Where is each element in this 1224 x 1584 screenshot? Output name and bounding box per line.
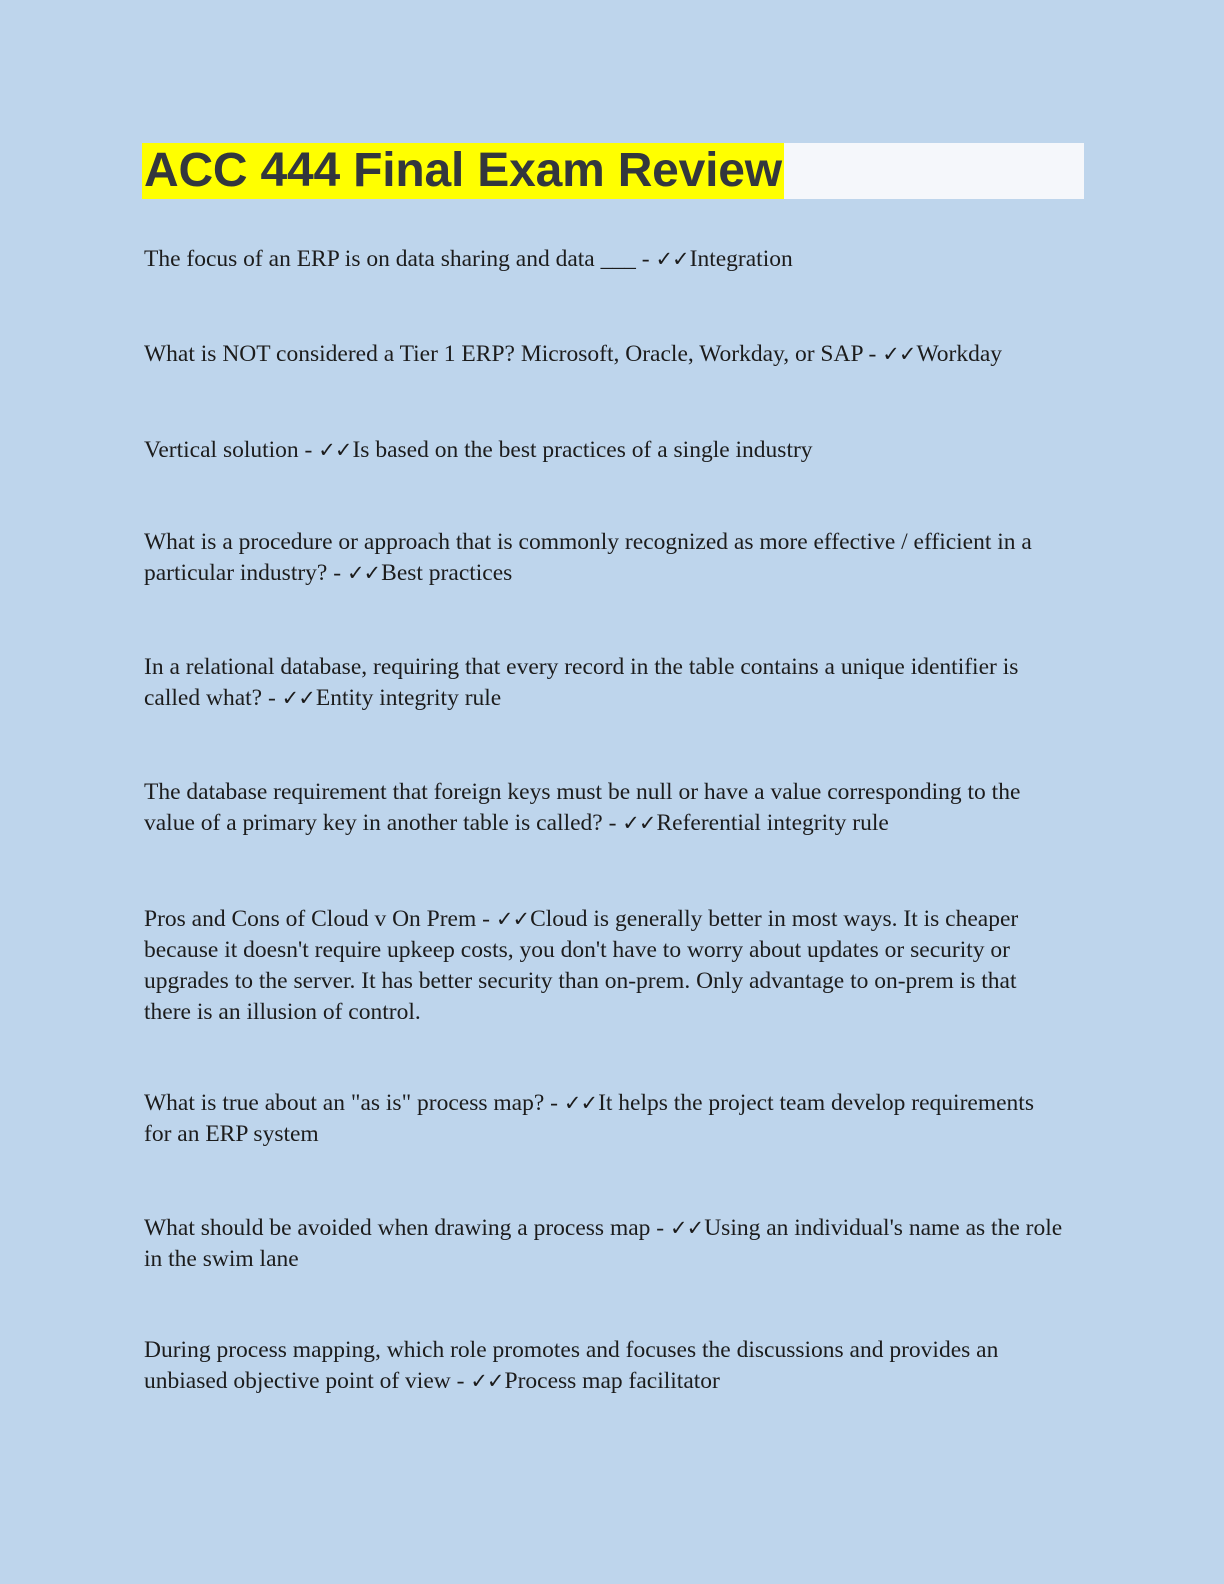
title-bar [142, 143, 1084, 199]
double-check-icon: ✓✓ [470, 1369, 504, 1393]
question-text: The database requirement that foreign keys must be null or have a value corresponding to the value of a primary key in another table is called? - [144, 779, 1021, 836]
answer-text: Is based on the best practices of a single industry [352, 437, 813, 463]
qa-item [144, 652, 1064, 714]
qa-item [144, 339, 1064, 370]
answer-text: Entity integrity rule [315, 685, 502, 711]
qa-item [144, 527, 1064, 589]
answer-text: Cloud is generally better in most ways. It is cheaper because it doesn't require upkeep costs, you don't have to worry about updates or security or upgrades to the server. It has better security than on-prem. Only advantage to on-prem is that there is an illusion of control. [144, 906, 1019, 1025]
question-text: What is NOT considered a Tier 1 ERP? Microsoft, Oracle, Workday, or SAP - [144, 341, 883, 367]
double-check-icon: ✓✓ [318, 438, 352, 462]
double-check-icon: ✓✓ [281, 686, 315, 710]
qa-item [144, 777, 1064, 839]
answer-text: Integration [689, 246, 793, 272]
qa-item [144, 1088, 1064, 1150]
title-highlight [142, 143, 784, 199]
question-text: The focus of an ERP is on data sharing and data ___ - [144, 246, 656, 272]
double-check-icon: ✓✓ [882, 342, 916, 366]
qa-item [144, 1213, 1064, 1275]
qa-item [144, 435, 1064, 466]
answer-text: Referential integrity rule [656, 810, 889, 836]
question-text: Pros and Cons of Cloud v On Prem - [144, 906, 496, 932]
question-text: What is a procedure or approach that is commonly recognized as more effective / efficient in a particular industry? - [144, 529, 1032, 586]
double-check-icon: ✓✓ [563, 1091, 598, 1115]
question-text: During process mapping, which role promotes and focuses the discussions and provides an unbiased objective point of view - [144, 1337, 999, 1394]
double-check-icon: ✓✓ [670, 1216, 704, 1240]
double-check-icon: ✓✓ [495, 907, 530, 931]
answer-text: It helps the project team develop requirements for an ERP system [144, 1090, 1034, 1147]
question-text: Vertical solution - [144, 437, 319, 463]
qa-item [144, 244, 1064, 275]
double-check-icon: ✓✓ [346, 561, 381, 585]
double-check-icon: ✓✓ [655, 247, 689, 271]
answer-text: Using an individual's name as the role in the swim lane [144, 1215, 1063, 1272]
question-text: What should be avoided when drawing a process map - [144, 1215, 670, 1241]
question-text: In a relational database, requiring that every record in the table contains a unique identifier is called what? - [144, 654, 1019, 711]
answer-text: Process map facilitator [504, 1368, 720, 1394]
double-check-icon: ✓✓ [622, 811, 656, 835]
question-text: What is true about an "as is" process map? - [144, 1090, 564, 1116]
page-title: ACC 444 Final Exam Review [144, 144, 782, 197]
answer-text: Best practices [381, 560, 513, 586]
qa-item [144, 1335, 1064, 1397]
qa-item [144, 904, 1064, 1028]
answer-text: Workday [916, 341, 1003, 367]
